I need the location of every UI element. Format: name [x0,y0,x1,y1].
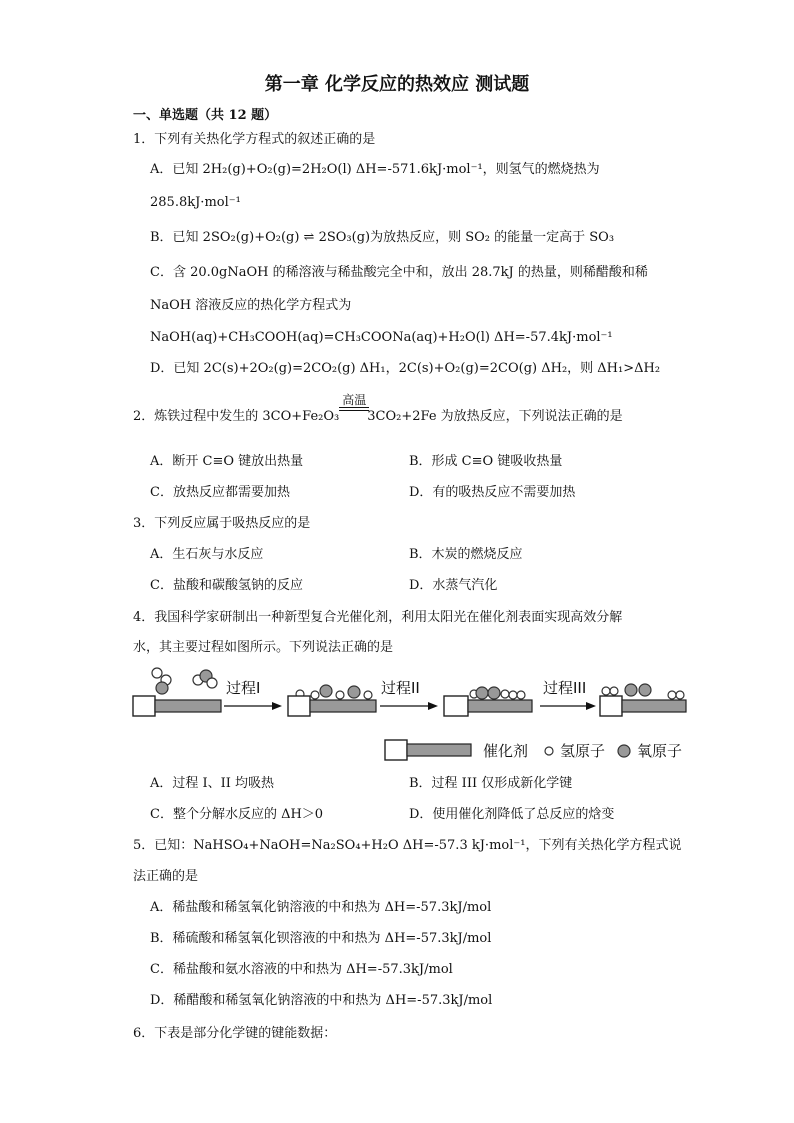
catalyst-block [133,696,155,716]
stage-4 [600,684,686,716]
q2-option-c: C．放热反应都需要加热 [150,485,290,500]
water-splitting-diagram [0,660,794,770]
hydrogen-atom [364,691,372,699]
catalyst-block [600,696,622,716]
oxygen-atom [625,684,637,696]
q3-stem: 3．下列反应属于吸热反应的是 [133,516,311,531]
legend [385,740,682,760]
page-title: 第一章 化学反应的热效应 测试题 [264,74,530,95]
catalyst-block [288,696,310,716]
q2-option-a: A．断开 C≡O 键放出热量 [150,454,304,469]
arrow-right-icon [428,702,438,710]
q1-option-c-equation: NaOH(aq)+CH₃COOH(aq)=CH₃COONa(aq)+H₂O(l) ΔH=-57.4kJ·mol⁻¹ [150,330,613,345]
oxygen-atom [476,687,488,699]
hydrogen-atom [602,687,610,695]
q1-option-c-cont: NaOH 溶液反应的热化学方程式为 [150,298,352,313]
q2-option-b: B．形成 C≡O 键吸收热量 [409,454,563,469]
q1-option-a-cont: 285.8kJ·mol⁻¹ [150,195,241,210]
q4-option-c: C．整个分解水反应的 ΔH＞0 [150,807,324,822]
oxygen-atom [320,685,332,697]
catalyst-bar [155,700,221,712]
hydrogen-atom [152,668,162,678]
hydrogen-atom [676,691,684,699]
oxygen-atom [639,684,651,696]
oxygen-atom [156,682,168,694]
hydrogen-atom [501,690,509,698]
oxygen-atom [488,687,500,699]
q2-stem [133,393,623,427]
catalyst-bar [622,700,686,712]
q5-option-a: A．稀盐酸和稀氢氧化钠溶液的中和热为 ΔH=-57.3kJ/mol [150,900,492,915]
catalyst-bar [468,700,532,712]
q2-stem-part-b: 3CO₂+2Fe 为放热反应，下列说法正确的是 [367,409,623,424]
legend-catalyst-label: 催化剂 [483,742,529,760]
section-heading: 一、单选题（共 12 题） [133,108,278,123]
legend-hydrogen-label: 氢原子 [560,742,606,760]
hydrogen-atom [668,691,676,699]
stage-3 [444,687,532,716]
q5-option-c: C．稀盐酸和氨水溶液的中和热为 ΔH=-57.3kJ/mol [150,962,453,977]
stage-1 [133,668,221,716]
hydrogen-atom [610,687,618,695]
q2-option-d: D．有的吸热反应不需要加热 [409,485,576,500]
catalyst-bar [310,700,376,712]
q1-option-c: C．含 20.0gNaOH 的稀溶液与稀盐酸完全中和，放出 28.7kJ 的热量，则稀醋酸和稀 [150,265,648,280]
q5-option-d: D．稀醋酸和稀氢氧化钠溶液的中和热为 ΔH=-57.3kJ/mol [150,993,493,1008]
q6-stem: 6．下表是部分化学键的键能数据： [133,1026,337,1041]
hydrogen-atom [311,691,319,699]
q2-stem-part-a: 2．炼铁过程中发生的 3CO+Fe₂O₃ [133,409,340,424]
stage-2 [288,685,376,716]
reaction-condition-label: 高温 [342,393,367,407]
legend-catalyst-block [385,740,407,760]
process-1-label: 过程I [226,679,261,697]
q5-option-b: B．稀硫酸和稀氢氧化钡溶液的中和热为 ΔH=-57.3kJ/mol [150,931,492,946]
arrow-right-icon [272,702,282,710]
q4-stem-cont: 水，其主要过程如图所示。下列说法正确的是 [133,640,394,655]
q3-option-d: D．水蒸气汽化 [409,578,498,593]
reaction-condition [339,393,367,420]
oxygen-atom [348,686,360,698]
catalyst-block [444,696,468,716]
process-3-label: 过程III [543,679,587,697]
legend-catalyst-bar [407,744,471,756]
hydrogen-atom [336,691,344,699]
legend-oxygen-label: 氧原子 [637,742,683,760]
q1-option-d: D．已知 2C(s)+2O₂(g)=2CO₂(g) ΔH₁，2C(s)+O₂(g)=2CO(g) ΔH₂，则 ΔH₁>ΔH₂ [150,361,661,376]
q5-stem-cont: 法正确的是 [133,869,199,884]
hydrogen-atom [517,691,525,699]
q5-stem: 5．已知：NaHSO₄+NaOH=Na₂SO₄+H₂O ΔH=-57.3 kJ·mol⁻¹，下列有关热化学方程式说 [133,838,682,853]
hydrogen-atom [207,678,217,688]
q3-option-b: B．木炭的燃烧反应 [409,547,523,562]
hydrogen-atom [509,691,517,699]
process-2-label: 过程II [381,679,420,697]
legend-hydrogen-icon [545,747,553,755]
q4-option-b: B．过程 III 仅形成新化学键 [409,776,573,791]
q1-option-a: A．已知 2H₂(g)+O₂(g)=2H₂O(l) ΔH=-571.6kJ·mol⁻¹，则氢气的燃烧热为 [150,162,600,177]
q4-option-a: A．过程 I、II 均吸热 [150,776,275,791]
q4-stem: 4．我国科学家研制出一种新型复合光催化剂，利用太阳光在催化剂表面实现高效分解 [133,610,623,625]
legend-oxygen-icon [618,745,630,757]
q1-option-b: B．已知 2SO₂(g)+O₂(g) ⇌ 2SO₃(g)为放热反应，则 SO₂ 的能量一定高于 SO₃ [150,230,615,245]
arrow-right-icon [586,702,596,710]
q3-option-c: C．盐酸和碳酸氢钠的反应 [150,578,303,593]
q3-option-a: A．生石灰与水反应 [150,547,264,562]
q4-option-d: D．使用催化剂降低了总反应的焓变 [409,807,615,822]
q1-stem: 1．下列有关热化学方程式的叙述正确的是 [133,132,376,147]
